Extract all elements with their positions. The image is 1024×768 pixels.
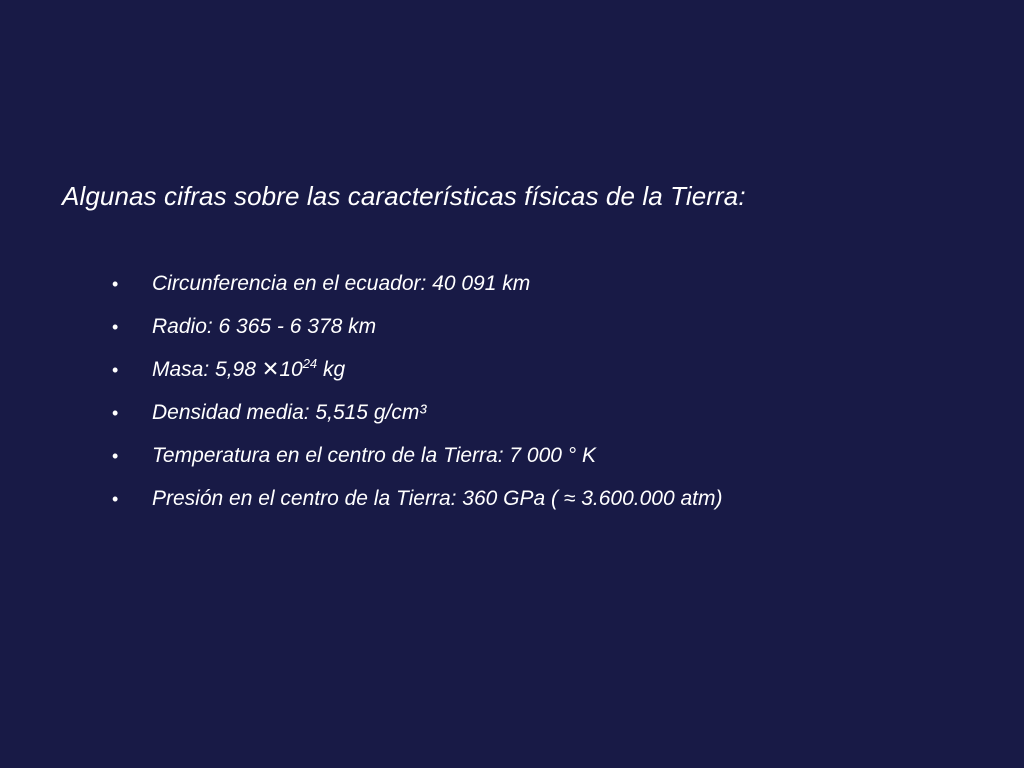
mass-unit: kg [317, 358, 346, 381]
bullet-text: Circunferencia en el ecuador: 40 091 km [152, 272, 531, 295]
bullet-icon: • [112, 489, 119, 509]
bullet-text: Radio: 6 365 - 6 378 km [152, 315, 377, 338]
mass-exponent: 24 [302, 356, 318, 371]
bullet-icon: • [112, 360, 119, 380]
bullet-text [152, 352, 345, 388]
bullet-text: Densidad media: 5,515 g/cm³ [152, 401, 427, 424]
bullet-text: Temperatura en el centro de la Tierra: 7 000 ° K [152, 444, 597, 467]
bullet-icon: • [112, 317, 119, 337]
bullet-icon: • [112, 403, 119, 423]
mass-prefix: Masa: 5,98 ✕10 [152, 358, 303, 381]
bullet-icon: • [112, 274, 119, 294]
slide-heading: Algunas cifras sobre las características físicas de la Tierra: [62, 181, 746, 211]
bullet-text: Presión en el centro de la Tierra: 360 GPa ( ≈ 3.600.000 atm) [152, 487, 723, 510]
bullet-icon: • [112, 446, 119, 466]
